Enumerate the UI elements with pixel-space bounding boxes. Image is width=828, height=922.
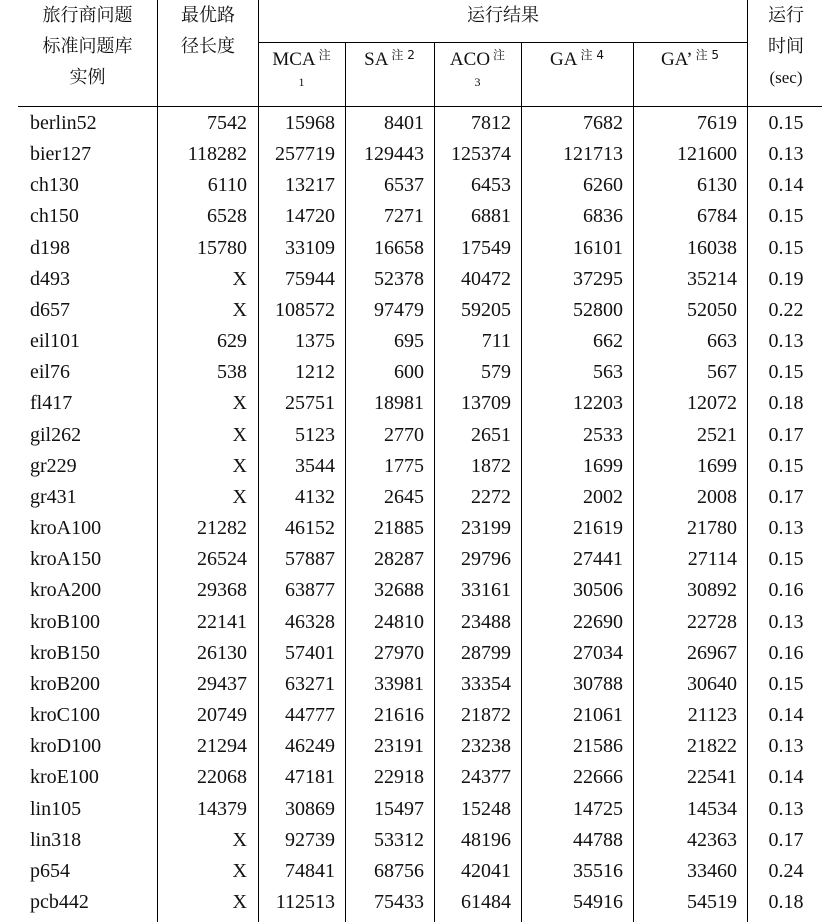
- run-time: 0.14: [768, 174, 804, 197]
- value-cell: 27114: [687, 548, 737, 571]
- value-cell: 14534: [687, 797, 737, 820]
- instance-name: gr431: [30, 485, 77, 508]
- value-cell: 12203: [573, 392, 623, 415]
- value-cell: 74841: [285, 859, 335, 882]
- header-optimal: [158, 0, 258, 62]
- algo-note: 注: [493, 48, 506, 62]
- run-time: 0.24: [768, 859, 804, 882]
- instance-name: d657: [30, 298, 70, 321]
- algo-name: ACO: [449, 49, 491, 70]
- instance-name: d198: [30, 236, 70, 259]
- run-time: 0.17: [768, 423, 804, 446]
- value-cell: 68756: [374, 859, 424, 882]
- value-cell: 46249: [285, 735, 335, 758]
- value-cell: 54519: [687, 891, 737, 913]
- value-cell: 63877: [285, 579, 335, 602]
- algo-note: 注 2: [391, 48, 415, 62]
- run-time: 0.13: [768, 735, 804, 758]
- value-cell: 33460: [687, 859, 737, 882]
- value-cell: 6453: [471, 174, 511, 197]
- value-cell: 44777: [285, 704, 335, 727]
- value-cell: 27034: [573, 641, 623, 664]
- value-cell: 6130: [697, 174, 737, 197]
- header-line: 实例: [69, 67, 106, 88]
- run-time: 0.15: [768, 454, 804, 477]
- value-cell: 22918: [374, 766, 424, 789]
- instance-name: fl417: [30, 392, 73, 415]
- value-cell: 52800: [573, 298, 623, 321]
- value-cell: 6537: [384, 174, 424, 197]
- value-cell: 2008: [697, 485, 737, 508]
- value-cell: 579: [481, 361, 511, 384]
- value-cell: 21586: [573, 735, 623, 758]
- value-cell: 37295: [573, 267, 623, 290]
- divider: [434, 42, 435, 922]
- value-cell: 2521: [697, 423, 737, 446]
- header-line: 旅行商问题: [42, 5, 133, 26]
- algo-note: 注: [318, 48, 331, 62]
- value-cell: 44788: [573, 828, 623, 851]
- instance-name: pcb442: [30, 891, 89, 913]
- value-cell: 1699: [583, 454, 623, 477]
- value-cell: X: [232, 859, 247, 882]
- value-cell: 30788: [573, 672, 623, 695]
- value-cell: 57887: [285, 548, 335, 571]
- instance-name: lin105: [30, 797, 82, 820]
- header-line: 运行: [768, 5, 804, 26]
- value-cell: 21282: [197, 517, 247, 540]
- value-cell: 97479: [374, 298, 424, 321]
- value-cell: 5123: [295, 423, 335, 446]
- value-cell: 21822: [687, 735, 737, 758]
- value-cell: 129443: [364, 143, 424, 166]
- header-time: [748, 0, 824, 93]
- value-cell: 663: [707, 330, 737, 353]
- value-cell: 25751: [285, 392, 335, 415]
- algo-note: 注 5: [695, 48, 720, 62]
- value-cell: 57401: [285, 641, 335, 664]
- value-cell: 13217: [285, 174, 335, 197]
- value-cell: 6528: [207, 205, 247, 228]
- value-cell: 538: [217, 361, 247, 384]
- algo-note-number: 1: [298, 75, 305, 89]
- value-cell: 33109: [285, 236, 335, 259]
- value-cell: 53312: [374, 828, 424, 851]
- header-algo-3: [521, 44, 633, 75]
- value-cell: 1775: [384, 454, 424, 477]
- instance-name: kroA200: [30, 579, 102, 602]
- value-cell: 29437: [197, 672, 247, 695]
- value-cell: 23238: [461, 735, 511, 758]
- instance-name: d493: [30, 267, 70, 290]
- divider: [157, 0, 158, 922]
- run-time: 0.15: [768, 548, 804, 571]
- value-cell: 40472: [461, 267, 511, 290]
- value-cell: 6881: [471, 205, 511, 228]
- value-cell: 26130: [197, 641, 247, 664]
- value-cell: 14725: [573, 797, 623, 820]
- value-cell: 1699: [697, 454, 737, 477]
- instance-name: berlin52: [30, 112, 97, 134]
- value-cell: 27441: [573, 548, 623, 571]
- divider: [258, 42, 747, 43]
- value-cell: 13709: [461, 392, 511, 415]
- run-time: 0.13: [768, 330, 804, 353]
- value-cell: 54916: [573, 891, 623, 913]
- run-time: 0.15: [768, 112, 804, 134]
- value-cell: 28799: [461, 641, 511, 664]
- value-cell: 59205: [461, 298, 511, 321]
- run-time: 0.15: [768, 361, 804, 384]
- value-cell: 711: [481, 330, 511, 353]
- value-cell: 12072: [687, 392, 737, 415]
- value-cell: 17549: [461, 236, 511, 259]
- value-cell: 30892: [687, 579, 737, 602]
- algo-note-number: 3: [474, 75, 481, 89]
- value-cell: 15968: [285, 112, 335, 134]
- value-cell: 8401: [384, 112, 424, 134]
- run-time: 0.17: [768, 828, 804, 851]
- value-cell: 28287: [374, 548, 424, 571]
- value-cell: X: [232, 454, 247, 477]
- value-cell: 2533: [583, 423, 623, 446]
- value-cell: 662: [593, 330, 623, 353]
- algo-name: SA: [364, 49, 389, 70]
- instance-name: p654: [30, 859, 70, 882]
- run-time: 0.15: [768, 205, 804, 228]
- value-cell: 6110: [207, 174, 247, 197]
- value-cell: 2002: [583, 485, 623, 508]
- value-cell: 33354: [461, 672, 511, 695]
- value-cell: 21885: [374, 517, 424, 540]
- value-cell: 14379: [197, 797, 247, 820]
- instance-name: kroA150: [30, 548, 102, 571]
- value-cell: 22690: [573, 610, 623, 633]
- divider: [633, 42, 634, 922]
- value-cell: 35214: [687, 267, 737, 290]
- value-cell: 33161: [461, 579, 511, 602]
- value-cell: 15780: [197, 236, 247, 259]
- value-cell: X: [232, 267, 247, 290]
- value-cell: 27970: [374, 641, 424, 664]
- value-cell: 23199: [461, 517, 511, 540]
- instance-name: kroE100: [30, 766, 99, 789]
- algo-note: 注 4: [580, 48, 604, 62]
- value-cell: 22141: [197, 610, 247, 633]
- instance-name: kroB100: [30, 610, 100, 633]
- algo-name: MCA: [272, 49, 316, 70]
- instance-name: kroB150: [30, 641, 100, 664]
- value-cell: 75433: [374, 891, 424, 913]
- value-cell: 21872: [461, 704, 511, 727]
- value-cell: 6784: [697, 205, 737, 228]
- value-cell: X: [232, 891, 247, 913]
- instance-name: kroA100: [30, 517, 102, 540]
- run-time: 0.14: [768, 704, 804, 727]
- value-cell: 22666: [573, 766, 623, 789]
- instance-name: lin318: [30, 828, 82, 851]
- run-time: 0.13: [768, 517, 804, 540]
- value-cell: 2651: [471, 423, 511, 446]
- value-cell: 42041: [461, 859, 511, 882]
- value-cell: 15248: [461, 797, 511, 820]
- header-line: 标准问题库: [42, 36, 133, 57]
- value-cell: 21061: [573, 704, 623, 727]
- instance-name: gil262: [30, 423, 82, 446]
- value-cell: 61484: [461, 891, 511, 913]
- value-cell: 21780: [687, 517, 737, 540]
- value-cell: 600: [394, 361, 424, 384]
- instance-name: eil76: [30, 361, 70, 384]
- value-cell: 20749: [197, 704, 247, 727]
- value-cell: 7271: [384, 205, 424, 228]
- value-cell: 23191: [374, 735, 424, 758]
- value-cell: 46152: [285, 517, 335, 540]
- value-cell: 7619: [697, 112, 737, 134]
- divider: [345, 42, 346, 922]
- value-cell: X: [232, 392, 247, 415]
- header-line: 时间: [768, 36, 804, 57]
- value-cell: 118282: [187, 143, 247, 166]
- value-cell: 22541: [687, 766, 737, 789]
- header-algo-4: [633, 44, 747, 75]
- value-cell: X: [232, 828, 247, 851]
- value-cell: 1872: [471, 454, 511, 477]
- value-cell: 26967: [687, 641, 737, 664]
- value-cell: 14720: [285, 205, 335, 228]
- value-cell: 30640: [687, 672, 737, 695]
- header-algo-1: [345, 44, 434, 75]
- header-line: 最优路: [181, 5, 235, 26]
- divider: [258, 0, 259, 922]
- value-cell: 22728: [687, 610, 737, 633]
- value-cell: 2645: [384, 485, 424, 508]
- header-instance: [18, 0, 157, 93]
- value-cell: 21619: [573, 517, 623, 540]
- value-cell: 52050: [687, 298, 737, 321]
- divider: [521, 42, 522, 922]
- value-cell: 2770: [384, 423, 424, 446]
- run-time: 0.17: [768, 485, 804, 508]
- header-algo-0: [258, 44, 345, 89]
- value-cell: 29368: [197, 579, 247, 602]
- value-cell: 7682: [583, 112, 623, 134]
- value-cell: 24810: [374, 610, 424, 633]
- value-cell: 695: [394, 330, 424, 353]
- run-time: 0.15: [768, 236, 804, 259]
- algo-name: GA’: [660, 49, 693, 70]
- value-cell: 30869: [285, 797, 335, 820]
- instance-name: eil101: [30, 330, 80, 353]
- run-time: 0.19: [768, 267, 804, 290]
- value-cell: X: [232, 298, 247, 321]
- header-line: (sec): [769, 68, 803, 87]
- value-cell: 26524: [197, 548, 247, 571]
- value-cell: 108572: [275, 298, 335, 321]
- value-cell: 18981: [374, 392, 424, 415]
- value-cell: 2272: [471, 485, 511, 508]
- run-time: 0.18: [768, 392, 804, 415]
- value-cell: 30506: [573, 579, 623, 602]
- value-cell: 3544: [295, 454, 335, 477]
- algo-name: GA: [550, 49, 578, 70]
- run-time: 0.13: [768, 797, 804, 820]
- value-cell: 35516: [573, 859, 623, 882]
- run-time: 0.13: [768, 610, 804, 633]
- value-cell: 47181: [285, 766, 335, 789]
- value-cell: 7542: [207, 112, 247, 134]
- value-cell: 121600: [677, 143, 737, 166]
- value-cell: 1212: [295, 361, 335, 384]
- instance-name: gr229: [30, 454, 77, 477]
- run-time: 0.16: [768, 579, 804, 602]
- run-time: 0.15: [768, 672, 804, 695]
- value-cell: X: [232, 485, 247, 508]
- instance-name: kroC100: [30, 704, 100, 727]
- value-cell: 629: [217, 330, 247, 353]
- run-time: 0.18: [768, 891, 804, 913]
- header-algo-2: [434, 44, 521, 89]
- value-cell: 257719: [275, 143, 335, 166]
- value-cell: 563: [593, 361, 623, 384]
- value-cell: 29796: [461, 548, 511, 571]
- value-cell: 23488: [461, 610, 511, 633]
- value-cell: 21294: [197, 735, 247, 758]
- value-cell: 1375: [295, 330, 335, 353]
- instance-name: kroD100: [30, 735, 102, 758]
- run-time: 0.22: [768, 298, 804, 321]
- value-cell: 7812: [471, 112, 511, 134]
- value-cell: 48196: [461, 828, 511, 851]
- instance-name: bier127: [30, 143, 92, 166]
- value-cell: 6836: [583, 205, 623, 228]
- value-cell: 21123: [687, 704, 737, 727]
- value-cell: 15497: [374, 797, 424, 820]
- value-cell: 52378: [374, 267, 424, 290]
- value-cell: 92739: [285, 828, 335, 851]
- run-time: 0.13: [768, 143, 804, 166]
- value-cell: 63271: [285, 672, 335, 695]
- instance-name: kroB200: [30, 672, 100, 695]
- run-time: 0.16: [768, 641, 804, 664]
- value-cell: 75944: [285, 267, 335, 290]
- header-results: 运行结果: [467, 5, 539, 26]
- value-cell: X: [232, 423, 247, 446]
- value-cell: 22068: [197, 766, 247, 789]
- value-cell: 112513: [275, 891, 335, 913]
- header-line: 径长度: [181, 36, 235, 57]
- value-cell: 24377: [461, 766, 511, 789]
- value-cell: 121713: [563, 143, 623, 166]
- value-cell: 46328: [285, 610, 335, 633]
- value-cell: 33981: [374, 672, 424, 695]
- value-cell: 21616: [374, 704, 424, 727]
- instance-name: ch130: [30, 174, 79, 197]
- value-cell: 16658: [374, 236, 424, 259]
- value-cell: 32688: [374, 579, 424, 602]
- header-rule: [18, 106, 822, 107]
- value-cell: 16038: [687, 236, 737, 259]
- value-cell: 16101: [573, 236, 623, 259]
- value-cell: 6260: [583, 174, 623, 197]
- value-cell: 42363: [687, 828, 737, 851]
- value-cell: 567: [707, 361, 737, 384]
- run-time: 0.14: [768, 766, 804, 789]
- value-cell: 4132: [295, 485, 335, 508]
- instance-name: ch150: [30, 205, 79, 228]
- value-cell: 125374: [451, 143, 511, 166]
